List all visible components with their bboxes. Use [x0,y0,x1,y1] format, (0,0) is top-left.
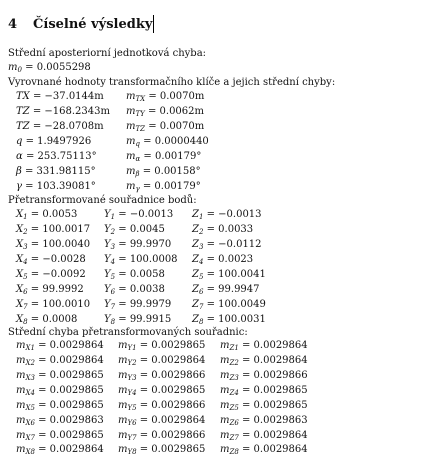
key-error: $m_{TX} = 0.0070m$ [126,91,205,103]
key-heading: Vyrovnané hodnoty transformačního klíče a jejich střední chyby: [8,77,336,88]
m0-symbol: $m_0$ [8,62,22,74]
coord-z: $Z_6 = 99.9947$ [192,284,260,296]
coord-x: $X_5 = -0.0092$ [16,269,86,281]
error-x: $m_{X2} = 0.0029864$ [16,355,104,367]
coord-z: $Z_3 = -0.0112$ [192,239,262,251]
coord-x: $X_2 = 100.0017$ [16,224,91,236]
error-x: $m_{X5} = 0.0029865$ [16,400,104,412]
error-z: $m_{Z1} = 0.0029864$ [220,340,308,352]
coord-x: $X_1 = 0.0053$ [16,209,78,221]
coord-x: $X_4 = -0.0028$ [16,254,86,266]
error-x: $m_{X6} = 0.0029863$ [16,415,104,427]
key-row: TZ = −168.2343m [16,106,110,117]
error-z: $m_{Z2} = 0.0029864$ [220,355,308,367]
key-row: TX = −37.0144m [16,91,104,102]
coord-y: $Y_5 = 0.0058$ [104,269,165,281]
key-error: $m_\beta = 0.00158^\circ$ [126,166,201,178]
key-row: α = 253.75113° [16,151,97,162]
coord-y: $Y_2 = 0.0045$ [104,224,165,236]
key-error: $m_\alpha = 0.00179^\circ$ [126,151,202,163]
coord-x: $X_7 = 100.0010$ [16,299,91,311]
error-x: $m_{X4} = 0.0029865$ [16,385,104,397]
error-x: $m_{X8} = 0.0029864$ [16,444,104,456]
coord-y: $Y_3 = 99.9970$ [104,239,172,251]
text-cursor-icon [153,15,154,33]
key-row: TZ = −28.0708m [16,121,104,132]
coord-y: $Y_1 = -0.0013$ [104,209,174,221]
error-y: $m_{Y8} = 0.0029865$ [118,444,206,456]
coord-x: $X_6 = 99.9992$ [16,284,84,296]
error-z: $m_{Z3} = 0.0029866$ [220,370,308,382]
error-y: $m_{Y4} = 0.0029865$ [118,385,206,397]
error-y: $m_{Y5} = 0.0029866$ [118,400,206,412]
key-error: $m_q = 0.0000440$ [126,136,209,148]
coord-z: $Z_1 = -0.0013$ [192,209,262,221]
coord-y: $Y_6 = 0.0038$ [104,284,165,296]
key-error: $m_{TZ} = 0.0070m$ [126,121,205,133]
key-row: β = 331.98115° [16,166,96,177]
coord-y: $Y_4 = 100.0008$ [104,254,178,266]
coord-z: $Z_5 = 100.0041$ [192,269,266,281]
error-x: $m_{X7} = 0.0029865$ [16,430,104,442]
sigma-heading: Střední aposteriorní jednotková chyba: [8,48,207,59]
error-y: $m_{Y3} = 0.0029866$ [118,370,206,382]
section-number: 4 [8,16,18,32]
section-heading [8,12,154,36]
error-y: $m_{Y7} = 0.0029866$ [118,430,206,442]
key-error: $m_{TY} = 0.0062m$ [126,106,204,118]
errors-heading: Střední chyba přetransformovaných souřadnic: [8,327,248,338]
error-z: $m_{Z4} = 0.0029865$ [220,385,308,397]
key-row: γ = 103.39081° [16,181,96,192]
error-y: $m_{Y2} = 0.0029864$ [118,355,206,367]
error-z: $m_{Z6} = 0.0029863$ [220,415,308,427]
error-x: $m_{X1} = 0.0029864$ [16,340,104,352]
error-x: $m_{X3} = 0.0029865$ [16,370,104,382]
coord-y: $Y_7 = 99.9979$ [104,299,172,311]
m0-value: = 0.0055298 [25,62,91,73]
coord-x: $X_3 = 100.0040$ [16,239,91,251]
coord-z: $Z_4 = 0.0023$ [192,254,254,266]
coords-heading: Přetransformované souřadnice bodů: [8,195,197,206]
coord-z: $Z_7 = 100.0049$ [192,299,266,311]
coord-x: $X_8 = 0.0008$ [16,314,78,326]
error-z: $m_{Z5} = 0.0029865$ [220,400,308,412]
section-title[interactable]: Číselné výsledky [33,16,153,32]
error-y: $m_{Y6} = 0.0029864$ [118,415,206,427]
error-z: $m_{Z7} = 0.0029864$ [220,430,308,442]
coord-z: $Z_8 = 100.0031$ [192,314,266,326]
coord-z: $Z_2 = 0.0033$ [192,224,254,236]
error-z: $m_{Z8} = 0.0029864$ [220,444,308,456]
m0-line [8,62,91,74]
coord-y: $Y_8 = 99.9915$ [104,314,172,326]
key-row: q = 1.9497926 [16,136,92,147]
error-y: $m_{Y1} = 0.0029865$ [118,340,206,352]
key-error: $m_\gamma = 0.00179^\circ$ [126,181,201,193]
